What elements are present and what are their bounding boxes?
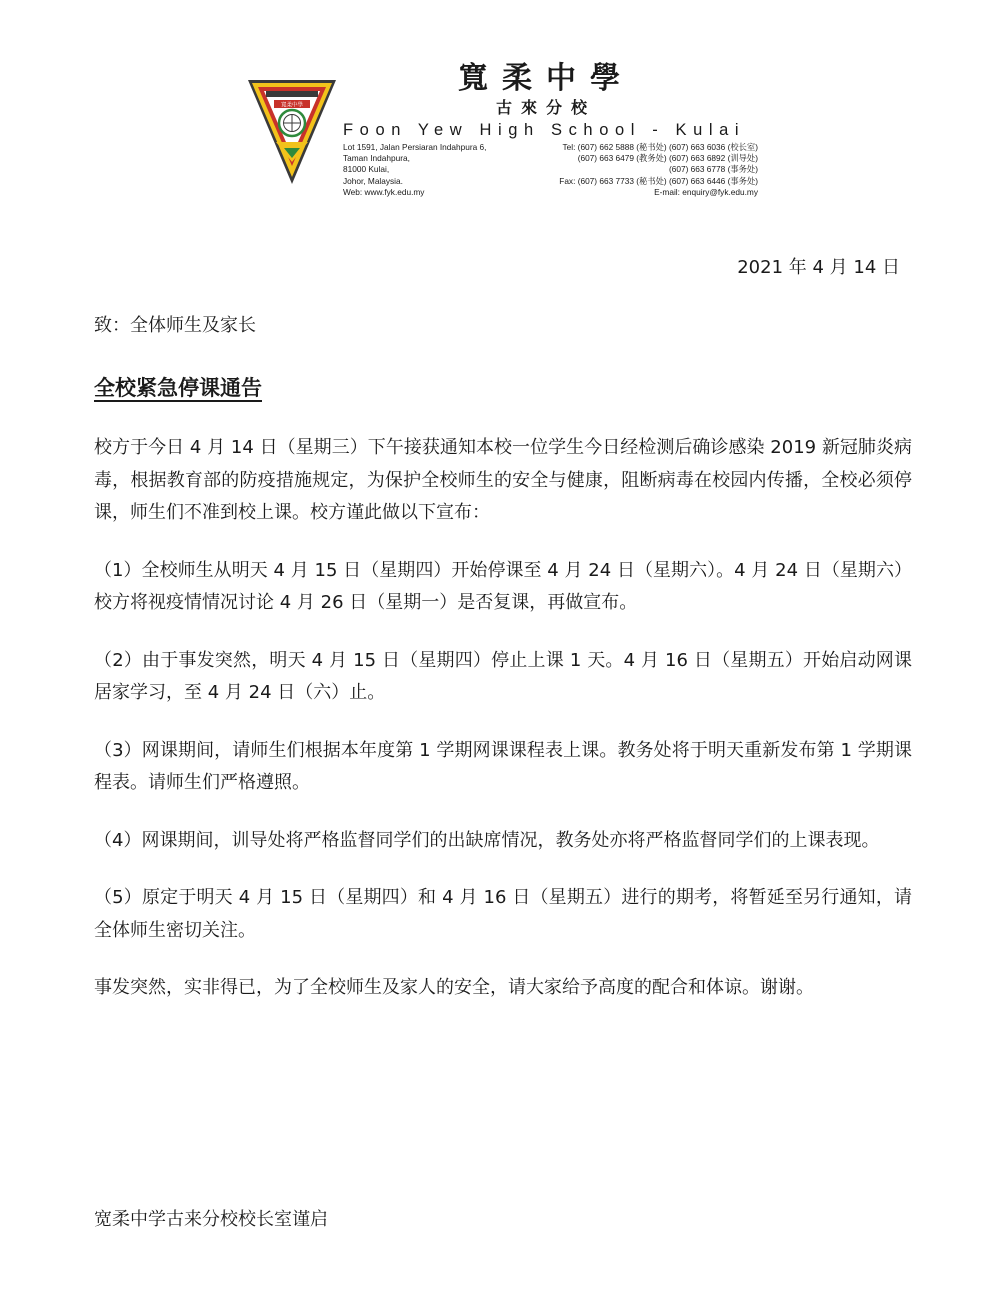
school-name-english: Foon Yew High School - Kulai	[343, 121, 746, 139]
contact-line: (607) 663 6479 (教务处) (607) 663 6892 (训导处)	[577, 153, 758, 164]
body-paragraph-intro: 校方于今日 4 月 14 日（星期三）下午接获通知本校一位学生今日经检测后确诊感染 2019 新冠肺炎病毒，根据教育部的防疫措施规定，为保护全校师生的安全与健康，阻断病毒在校园内传播，全校必须停课，师生们不准到校上课。校方谨此做以下宣布：	[94, 437, 912, 523]
website-line: Web: www.fyk.edu.my	[343, 186, 425, 197]
body-paragraph-item-3: （3）网课期间，请师生们根据本年度第 1 学期网课课程表上课。教务处将于明天重新发布第 1 学期课程表。请师生们严格遵照。	[94, 739, 912, 793]
letter-body	[94, 432, 912, 1030]
crest-lettering: 寬柔中學	[280, 102, 304, 109]
contact-line: (607) 663 6778 (事务处)	[668, 164, 758, 175]
branch-name-chinese: 古來分校	[495, 98, 596, 117]
body-paragraph-item-1: （1）全校师生从明天 4 月 15 日（星期四）开始停课至 4 月 24 日（星期六）。4 月 24 日（星期六）校方将视疫情情况讨论 4 月 26 日（星期一）是否复课，再做宣布。	[94, 559, 912, 613]
address-line: Lot 1591, Jalan Persiaran Indahpura 6,	[343, 142, 487, 152]
address-line: Johor, Malaysia.	[343, 175, 403, 186]
school-address	[343, 142, 486, 198]
school-contacts	[559, 142, 758, 198]
notice-title: 全校紧急停课通告	[94, 376, 262, 400]
letterhead	[246, 62, 758, 212]
letter-date: 2021 年 4 月 14 日	[737, 257, 900, 278]
school-crest-logo	[246, 78, 338, 186]
letter-signoff: 宽柔中学古来分校校长室谨启	[94, 1209, 328, 1230]
address-line: 81000 Kulai,	[343, 164, 390, 175]
letter-recipient: 致：全体师生及家长	[94, 315, 256, 336]
body-paragraph-item-2: （2）由于事发突然，明天 4 月 15 日（星期四）停止上课 1 天。4 月 16 日（星期五）开始启动网课居家学习，至 4 月 24 日（六）止。	[94, 649, 912, 703]
email-line: E-mail: enquiry@fyk.edu.my	[654, 186, 758, 197]
body-paragraph-item-4: （4）网课期间，训导处将严格监督同学们的出缺席情况，教务处亦将严格监督同学们的上课表现。	[94, 829, 880, 851]
contact-line: Tel: (607) 662 5888 (秘书处) (607) 663 6036 (校长室)	[562, 142, 758, 152]
address-line: Taman Indahpura,	[343, 153, 410, 164]
contact-line: Fax: (607) 663 7733 (秘书处) (607) 663 6446 (事务处)	[559, 175, 758, 186]
body-paragraph-closing: 事发突然，实非得已，为了全校师生及家人的安全，请大家给予高度的配合和体谅。谢谢。	[94, 977, 814, 998]
body-paragraph-item-5: （5）原定于明天 4 月 15 日（星期四）和 4 月 16 日（星期五）进行的期考，将暂延至另行通知，请全体师生密切关注。	[94, 887, 912, 941]
school-name-chinese: 寬柔中學	[458, 61, 634, 96]
